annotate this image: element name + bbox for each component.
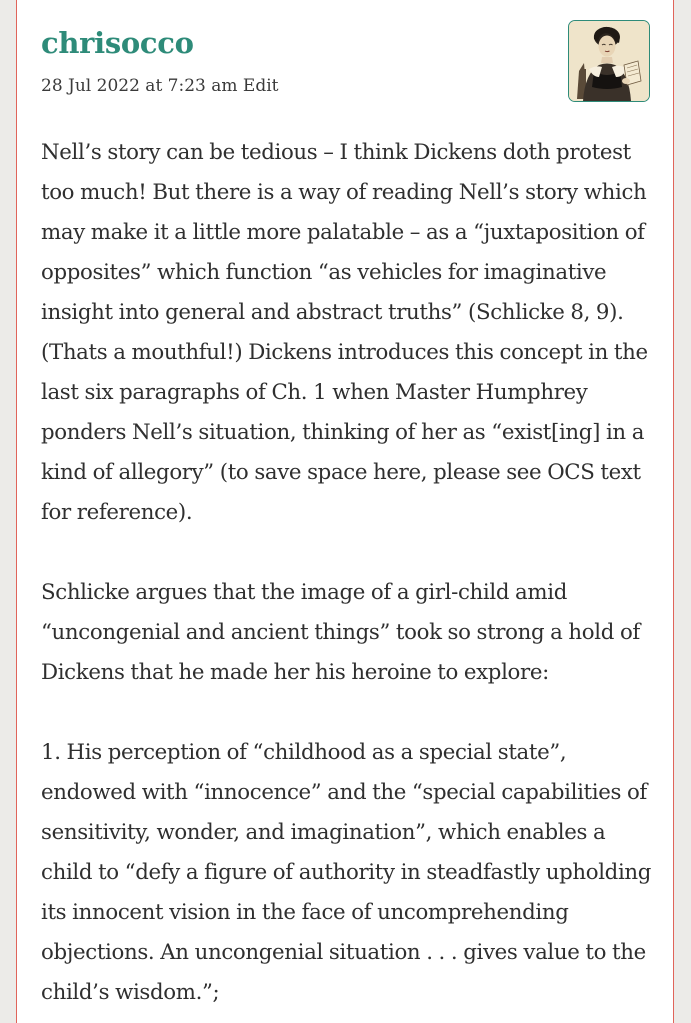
right-gutter <box>674 0 691 1023</box>
comment-paragraph-2: Schlicke argues that the image of a girl-child amid “uncongenial and ancient things” took so strong a hold of Dickens that he made her his heroine to explore: <box>41 580 640 685</box>
comment-body <box>41 133 657 1023</box>
edit-link[interactable]: Edit <box>242 76 279 96</box>
victorian-woman-reading-icon <box>569 21 649 101</box>
comment-author[interactable]: chrisocco <box>41 26 194 60</box>
avatar[interactable] <box>568 20 650 102</box>
comment-paragraph-3: 1. His perception of “childhood as a special state”, endowed with “innocence” and the “special capabilities of sensitivity, wonder, and imagination”, which enables a child to “defy a figure of authority in steadfastly upholding its innocent vision in the face of uncomprehending objections. An uncongenial situation . . . gives value to the child’s wisdom.”; <box>41 740 652 1005</box>
comment-meta <box>41 74 278 98</box>
comment-card <box>16 0 674 1023</box>
comment-paragraph-1: Nell’s story can be tedious – I think Dickens doth protest too much! But there is a way of reading Nell’s story which may make it a little more palatable – as a “juxtaposition of opposites” which function “as vehicles for imaginative insight into general and abstract truths” (Schlicke 8, 9). (Thats a mouthful!) Dickens introduces this concept in the last six paragraphs of Ch. 1 when Master Humphrey ponders Nell’s situation, thinking of her as “exist[ing] in a kind of allegory” (to save space here, please see OCS text for reference). <box>41 140 648 525</box>
comment-date[interactable]: 28 Jul 2022 at 7:23 am <box>41 76 238 96</box>
left-gutter <box>0 0 16 1023</box>
